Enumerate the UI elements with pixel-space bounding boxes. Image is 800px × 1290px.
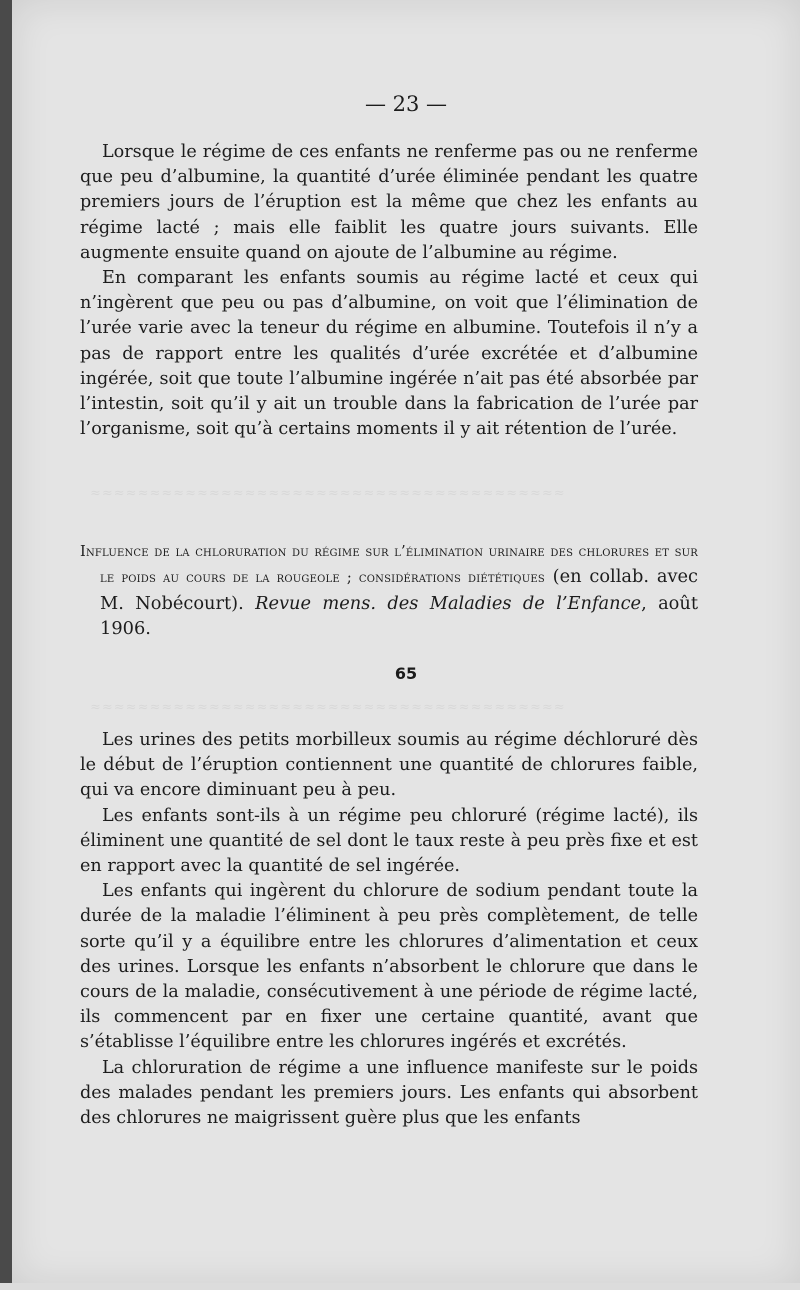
paragraph: Lorsque le régime de ces enfants ne renferme pas ou ne renferme que peu d’albumine, la quantité d’urée éliminée pendant les quatre premiers jours de l’éruption est la même que chez les enfants au régime lacté ; mais elle faiblit les quatre jours suivants. Elle augmente ensuite quand on ajoute de l’albumine au régime. [80, 142, 698, 263]
paragraph: Les enfants sont-ils à un régime peu chloruré (régime lacté), ils éliminent une quantité de sel dont le taux reste à peu près fixe et est en rapport avec la quantité de sel ingérée. [80, 805, 698, 877]
summary-text-block [80, 728, 698, 1131]
entry-journal: Revue mens. des Maladies de l’Enfance [255, 592, 642, 614]
paragraph: La chloruration de régime a une influence manifeste sur le poids des malades pendant les premiers jours. Les enfants qui absorbent des chlorures ne maigrissent guère plus que les enfants [80, 1057, 698, 1129]
top-text-block [80, 140, 698, 442]
paragraph: En comparant les enfants soumis au régime lacté et ceux qui n’ingèrent que peu ou pas d’albumine, on voit que l’élimination de l’urée varie avec la teneur du régime en albumine. Toutefois il n’y a pas de rapport entre les qualités d’urée excrétée et d’albumine ingérée, soit que toute l’albumine ingérée n’ait pas été absorbée par l’intestin, soit qu’il y ait un trouble dans la fabrication de l’urée par l’organisme, soit qu’à certains moments il y ait rétention de l’urée. [80, 268, 698, 440]
paragraph: Les enfants qui ingèrent du chlorure de sodium pendant toute la durée de la maladie l’éliminent à peu près complètement, de telle sorte qu’il y a équilibre entre les chlorures d’alimentation et ceux des urines. Lorsque les enfants n’absorbent le chlorure que dans le cours de la maladie, consécutivement à une période de régime lacté, ils commencent par en fixer une certaine quantité, avant que s’établisse l’équilibre entre les chlorures ingérés et excrétés. [80, 881, 698, 1053]
entry-heading [80, 538, 698, 642]
entry-date: , août 1906. [100, 592, 698, 640]
entry-title: Influence de la chloruration du régime sur l’élimination urinaire des chlorures et sur le poids au cours de la rougeole ; considérations diététiques [80, 543, 698, 587]
book-page [12, 0, 800, 1285]
page-bottom-edge [0, 1283, 800, 1290]
show-through-texture: ≈≈≈≈≈≈≈≈≈≈≈≈≈≈≈≈≈≈≈≈≈≈≈≈≈≈≈≈≈≈≈≈≈≈≈≈≈≈≈≈ [90, 486, 566, 501]
show-through-texture: ≈≈≈≈≈≈≈≈≈≈≈≈≈≈≈≈≈≈≈≈≈≈≈≈≈≈≈≈≈≈≈≈≈≈≈≈≈≈≈≈ [90, 700, 566, 715]
entry-collab: (en collab. avec M. Nobécourt). [100, 566, 698, 614]
page-number: — 23 — [364, 92, 448, 116]
entry-number: 65 [394, 664, 418, 683]
paragraph: Les urines des petits morbilleux soumis au régime déchloruré dès le début de l’éruption contiennent une quantité de chlorures faible, qui va encore diminuant peu à peu. [80, 730, 698, 801]
bibliography-entry [80, 538, 698, 642]
